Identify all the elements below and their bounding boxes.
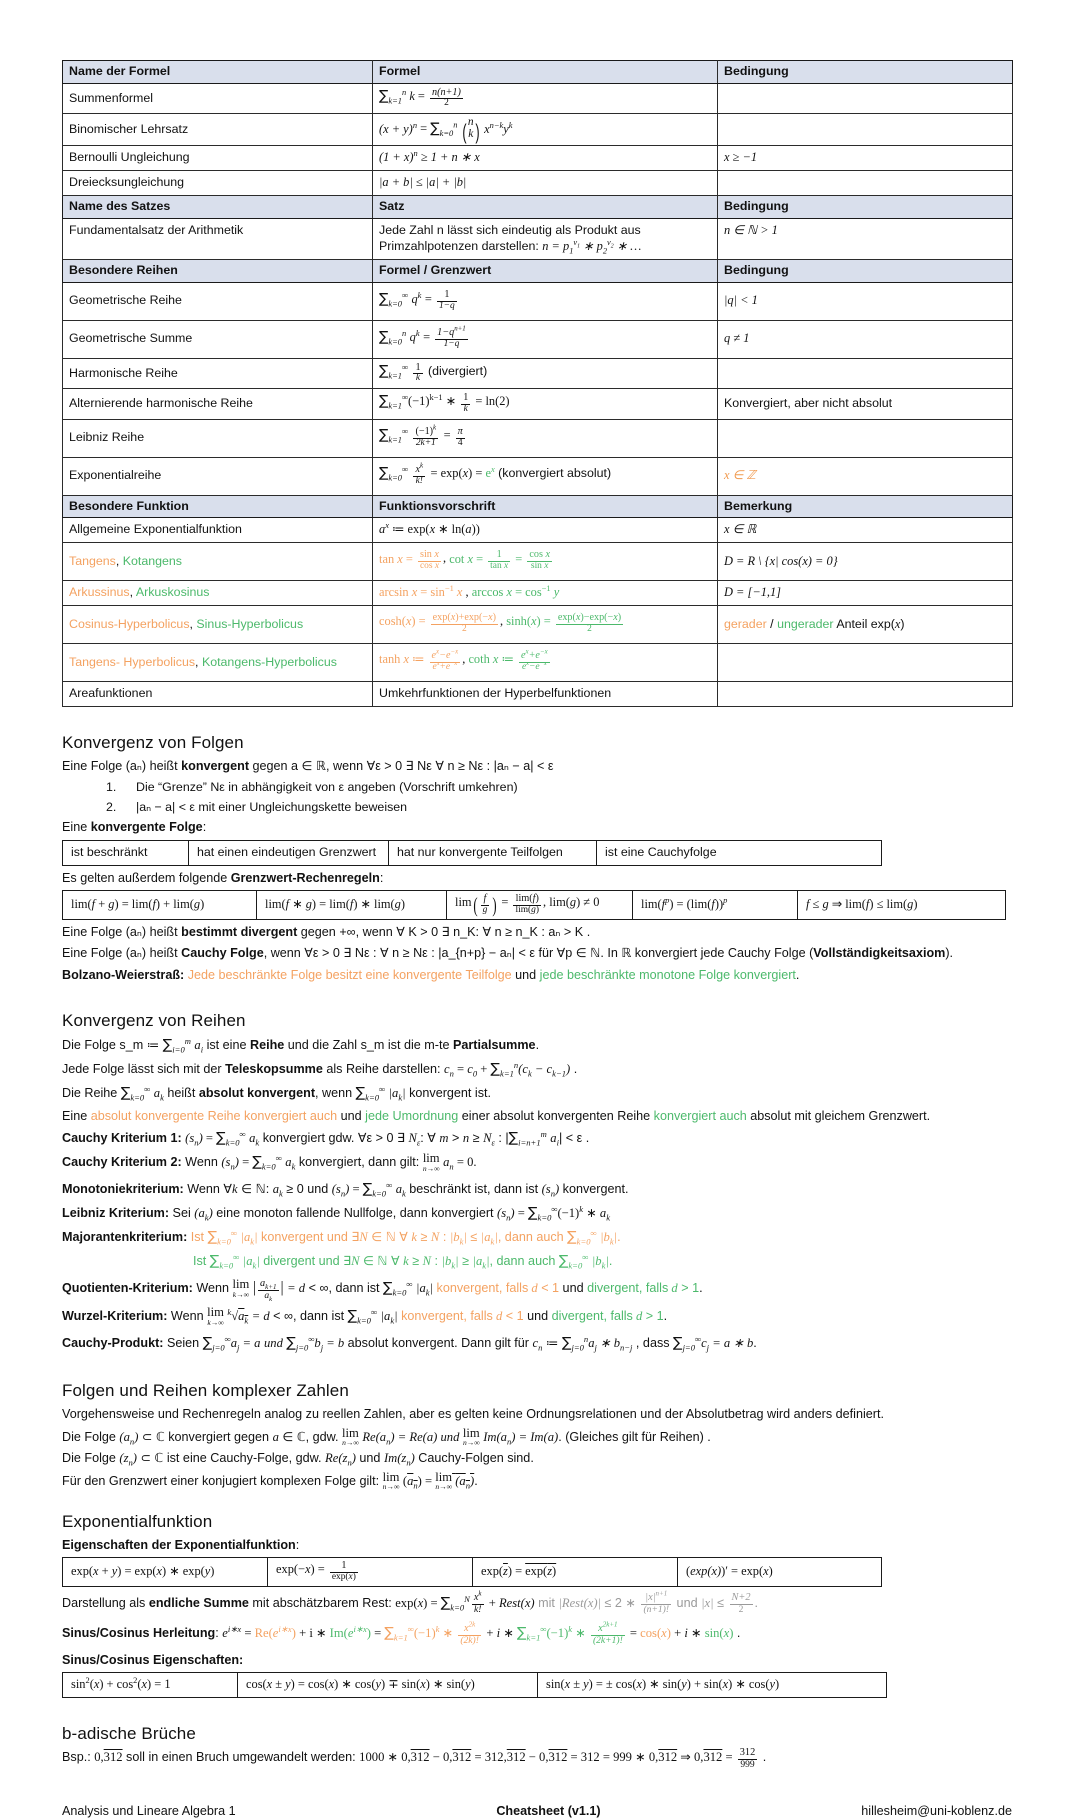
- konvergente-folge-properties-table: [62, 840, 882, 866]
- row-label-alternierende-harmonische: Alternierende harmonische Reihe: [63, 389, 373, 419]
- row-label-arkussinus-arkuskosinus: Arkussinus, Arkuskosinus: [63, 581, 373, 606]
- table-row: [63, 518, 1013, 543]
- label-sinus-hyperbolicus: Sinus-Hyperbolicus: [196, 616, 304, 631]
- folgen-steps: [62, 778, 1012, 816]
- row-condition: [718, 643, 1013, 681]
- row-condition: |q| < 1: [718, 282, 1013, 320]
- komplexe-line-2: Die Folge $(a_n)$ ⊂ ℂ konvergiert gegen a ∈ ℂ, gdw. lim n→∞ $Re(a_n) = Re(a)$ und lim n→∞ $Im(a_n) = Im(a)$. (Gleiches gilt für Reihen) .: [62, 1425, 711, 1448]
- row-condition: gerader / ungerader Anteil exp(x): [718, 605, 1013, 643]
- grenzwert-rechenregeln-table: [62, 890, 1006, 919]
- label-tangens-hyperbolicus: Tangens- Hyperbolicus: [69, 654, 196, 669]
- table-header-row: [63, 260, 1013, 283]
- exp-regel-summe: exp(x + y) = exp(x) ∗ exp(y): [63, 1558, 268, 1586]
- umordnung-line: Eine absolut konvergente Reihe konvergiert auch und jede Umordnung einer absolut konvergenten Reihe konvergiert auch absolut mit gleichem Grenzwert.: [62, 1108, 931, 1123]
- header-besondere-reihen: Besondere Reihen: [63, 260, 373, 283]
- monotoniekriterium: Monotoniekriterium: Wenn ∀k ∈ ℕ: $a_k \ge 0$ und $(s_n) = \sum_{k=0}^\infty$ $a_k$ beschränkt ist, dann ist $(s_n)$ konvergent.: [62, 1179, 629, 1199]
- row-condition: x ∈ ℝ: [718, 518, 1013, 543]
- row-condition: [718, 83, 1013, 113]
- exp-eigenschaften-table: [62, 1557, 882, 1586]
- regel-potenz: $\lim(f^p) = (\lim(f))^p$: [633, 891, 798, 919]
- table-row: [63, 643, 1013, 681]
- header-besondere-funktion: Besondere Funktion: [63, 495, 373, 518]
- majorantenkriterium-2: Ist $\sum_{k=0}^\infty$ $|a_k|$ divergent und ∃N ∈ ℕ ∀ k ≥ N : $|b_k| \ge |a_k|$, dann auch $\sum_{k=0}^\infty$ $|b_k|$.: [193, 1251, 613, 1271]
- header-funktionsvorschrift: Funktionsvorschrift: [373, 495, 718, 518]
- table-row: [63, 419, 1013, 457]
- row-label-cosh-sinh: Cosinus-Hyperbolicus, Sinus-Hyperbolicus: [63, 605, 373, 643]
- row-formula: $\sum_{k=0}^\infty$ $q^k$ = $\frac{1}{1-q}$: [373, 282, 718, 320]
- sinus-cosinus-herleitung: Sinus/Cosinus Herleitung: $e^{i∗x} = Re(e^{i∗x}) + i$ ∗ $Im(e^{i∗x}) = \sum_{k=1}^\infty(-1)^k$ ∗ $\frac{x^{2k}}{(2k)!}$ + i ∗ $\sum_{k=1}^\infty(-1)^k$ ∗ $\frac{x^{2k+1}}{(2k+1)!}$ = cos(x) + i ∗ sin(x) .: [62, 1620, 741, 1646]
- section-title-konvergenz-folgen: Konvergenz von Folgen: [62, 732, 244, 752]
- table-row: [63, 320, 1013, 358]
- table-header-row: [63, 61, 1013, 84]
- bemerkung-rest: Anteil exp(x): [836, 616, 905, 631]
- section-title-komplexe-zahlen: Folgen und Reihen komplexer Zahlen: [62, 1381, 349, 1401]
- row-condition: q ≠ 1: [718, 320, 1013, 358]
- page-footer: [62, 1804, 1012, 1818]
- table-row: [63, 681, 1013, 706]
- row-condition: Konvergiert, aber nicht absolut: [718, 389, 1013, 419]
- leibniz-kriterium: Leibniz Kriterium: Sei $(a_k)$ eine monoton fallende Nullfolge, dann konvergiert $(s_n) = \sum_{k=0}^\infty(-1)^k$ ∗ $a_k$: [62, 1203, 611, 1223]
- label-tangens: Tangens: [69, 553, 116, 568]
- row-label-geometrische-reihe: Geometrische Reihe: [63, 282, 373, 320]
- exp-regel-konjugiert: $\exp(\overline{z}) = \exp(z)$: [473, 1558, 678, 1586]
- section-title-konvergenz-reihen: Konvergenz von Reihen: [62, 1011, 246, 1031]
- row-label-summenformel: Summenformel: [63, 83, 373, 113]
- row-condition: D = [−1,1]: [718, 581, 1013, 606]
- header-name-des-satzes: Name des Satzes: [63, 195, 373, 218]
- table-row: [63, 282, 1013, 320]
- badisch-beispiel: Bsp.: 0,312 soll in einen Bruch umgewandelt werden: 1000 ∗ 0,312 − 0,312 = 312,312 − 0,312 = 312 = 999 ∗ 0,312 ⇒ 0,312 = $\frac{312}{999}$ .: [62, 1747, 767, 1770]
- prop-ist-beschraenkt: ist beschränkt: [63, 840, 189, 865]
- section-title-exponentialfunktion: Exponentialfunktion: [62, 1511, 213, 1531]
- row-formula: |a + b| ≤ |a| + |b|: [373, 171, 718, 196]
- table-row: [63, 218, 1013, 259]
- row-formula: $(1 + x)^n \ge 1 + n$ ∗ x: [373, 146, 718, 171]
- row-label-bernoulli: Bernoulli Ungleichung: [63, 146, 373, 171]
- header-bedingung: Bedingung: [718, 260, 1013, 283]
- formula-table: [62, 60, 1013, 707]
- header-satz: Satz: [373, 195, 718, 218]
- row-label-geometrische-summe: Geometrische Summe: [63, 320, 373, 358]
- exp-regel-inverse: exp(−x) = $\frac{1}{\exp(x)}$: [268, 1558, 473, 1586]
- row-label-dreiecksungleichung: Dreiecksungleichung: [63, 171, 373, 196]
- table-header-row: [63, 495, 1013, 518]
- eine-konvergente-folge-label: Eine konvergente Folge:: [62, 820, 207, 835]
- row-label-tanh-coth: Tangens- Hyperbolicus, Kotangens-Hyperbolicus: [63, 643, 373, 681]
- row-formula: $\sum_{k=1}^n$ k = $\frac{n(n+1)}{2}$: [373, 83, 718, 113]
- prop-cauchyfolge: ist eine Cauchyfolge: [597, 840, 882, 865]
- footer-right: hillesheim@uni-koblenz.de: [861, 1803, 1012, 1818]
- row-formula: tan x = $\frac{\text{sin x}}{\text{cos x}}$ , cot x = $\frac{1}{\text{tan x}}$ = $\frac{\text{cos x}}{\text{sin x}}$: [373, 543, 718, 581]
- row-label-areafunktionen: Areafunktionen: [63, 681, 373, 706]
- table-row: [63, 389, 1013, 419]
- list-item: Die “Grenze” Nε in abhängigkeit von ε angeben (Vorschrift umkehren): [136, 780, 518, 795]
- table-row: [63, 581, 1013, 606]
- row-formula: $\sum_{k=1}^\infty(-1)^{k-1}$ ∗ $\frac{1}{k}$ = ln(2): [373, 389, 718, 419]
- table-row: [63, 840, 882, 865]
- label-cosinus-hyperbolicus: Cosinus-Hyperbolicus: [69, 616, 190, 631]
- bestimmt-divergent-line: Eine Folge (aₙ) heißt bestimmt divergent gegen +∞, wenn ∀ K > 0 ∃ n_K: ∀ n ≥ n_K : aₙ > K .: [62, 924, 591, 939]
- reihe-definition: Die Folge s_m ≔ $\sum_{i=0}^m$ $a_i$ ist eine Reihe und die Zahl s_m ist die m-te Partialsumme.: [62, 1035, 540, 1055]
- cauchy-produkt: Cauchy-Produkt: Seien $\sum_{j=0}^\infty a_j = a$ und $\sum_{j=0}^\infty b_j = b$ absolut konvergent. Dann gilt für $c_n$ ≔ $\sum_{j=0}^na_j$ ∗ $b_{n-j}$ , dass $\sum_{j=0}^\infty c_j = a$ ∗ b.: [62, 1334, 757, 1353]
- komplexe-line-3: Die Folge $(z_n)$ ⊂ ℂ ist eine Cauchy-Folge, gdw. $Re(z_n)$ und $Im(z_n)$ Cauchy-Folgen sind.: [62, 1451, 534, 1468]
- sincos-eigenschaften-table: [62, 1672, 887, 1698]
- row-formula: $\sum_{k=1}^\infty$ $\frac{(-1)^k}{2k+1}$ = $\frac{\pi}{4}$: [373, 419, 718, 457]
- row-label-tangens-kotangens: Tangens, Kotangens: [63, 543, 373, 581]
- table-row: [63, 605, 1013, 643]
- header-bedingung: Bedingung: [718, 61, 1013, 84]
- cauchy-kriterium-1: Cauchy Kriterium 1: $(s_n) = \sum_{k=0}^\infty$ $a_k$ konvergiert gdw. ∀ε > 0 ∃ $N_\varepsilon$: ∀ $m > n \ge N_\varepsilon$ : $|\sum_{i=n+1}^m$ $a_i| < \varepsilon$ .: [62, 1128, 590, 1148]
- konvergiert-absolut-note: (konvergiert absolut): [498, 466, 612, 481]
- table-row: [63, 358, 1013, 388]
- row-condition: [718, 419, 1013, 457]
- fundamental-text-line2: Primzahlpotenzen darstellen:: [379, 239, 539, 254]
- header-formel: Formel: [373, 61, 718, 84]
- row-condition: x ∈ ℤ: [718, 457, 1013, 495]
- header-bedingung: Bedingung: [718, 195, 1013, 218]
- row-formula: $\sum_{k=0}^n$ $q^k$ = $\frac{1-q^{n+1}}{1-q}$: [373, 320, 718, 358]
- sinus-cosinus-eigenschaften-label: Sinus/Cosinus Eigenschaften:: [62, 1652, 244, 1667]
- sincos-additionstheorem-sin: sin(x ± y) = ± cos(x) ∗ sin(y) + sin(x) ∗ cos(y): [538, 1673, 887, 1698]
- footer-left: Analysis und Lineare Algebra 1: [62, 1803, 236, 1818]
- exp-regel-ableitung: (exp(x))′ = exp(x): [678, 1558, 882, 1586]
- table-row: [63, 146, 1013, 171]
- prop-eindeutiger-grenzwert: hat einen eindeutigen Grenzwert: [189, 840, 389, 865]
- regel-summe: lim(f + g) = lim(f) + lim(g): [63, 891, 257, 919]
- row-formula: $\arcsin x = \sin^{-1} x$ , $\arccos x = \cos^{-1} y$: [373, 581, 718, 606]
- cauchy-folge-line: Eine Folge (aₙ) heißt Cauchy Folge, wenn ∀ε > 0 ∃ Nε : ∀ n ≥ Nε : |a_{n+p} − aₙ| < ε für ∀p ∈ ℕ. In ℝ konvergiert jede Cauchy Folge (Vollständigkeitsaxiom).: [62, 946, 954, 961]
- row-label-fundamentalsatz: Fundamentalsatz der Arithmetik: [63, 218, 373, 259]
- row-formula: Umkehrfunktionen der Hyperbelfunktionen: [373, 681, 718, 706]
- label-arkussinus: Arkussinus: [69, 585, 130, 600]
- label-kotangens: Kotangens: [122, 553, 182, 568]
- row-label-exponentialreihe: Exponentialreihe: [63, 457, 373, 495]
- table-row: [63, 114, 1013, 146]
- divergiert-note: (divergiert): [428, 363, 488, 378]
- majorantenkriterium: Majorantenkriterium: Ist $\sum_{k=0}^\infty$ $|a_k|$ konvergent und ∃N ∈ ℕ ∀ k ≥ N : $|b_k| \le |a_k|$, dann auch $\sum_{k=0}^\infty$ $|b_k|$.: [62, 1227, 621, 1247]
- bolzano-weierstrass-line: Bolzano-Weierstraß: Jede beschränkte Folge besitzt eine konvergente Teilfolge und jede beschränkte monotone Folge konvergiert.: [62, 967, 800, 982]
- row-formula: cosh(x) = $\frac{\exp(x)+\exp(-x)}{2}$ , sinh(x) = $\frac{\exp(x)-\exp(-x)}{2}$: [373, 605, 718, 643]
- teleskopsumme-line: Jede Folge lässt sich mit der Teleskopsumme als Reihe darstellen: $c_n = c_0 + \sum_{k=1}^n(c_k - c_{k-1})$ .: [62, 1059, 578, 1079]
- cauchy-kriterium-2: Cauchy Kriterium 2: Wenn $(s_n) = \sum_{k=0}^\infty$ $a_k$ konvergiert, dann gilt: lim n→∞ $a_n = 0$.: [62, 1151, 477, 1173]
- bemerkung-gerader: gerader: [724, 616, 767, 631]
- grenzwert-rechenregeln-label: Es gelten außerdem folgende Grenzwert-Rechenregeln:: [62, 870, 384, 885]
- endliche-summe-line: Darstellung als endliche Summe mit abschätzbarem Rest: $\exp(x) = \sum_{k=0}^N$ $\frac{x^k}{k!}$ + Rest(x) mit |Rest(x)| ≤ 2 ∗ $\frac{|x|^{n+1}}{(n+1)!}$ und |x| ≤ $\frac{N+2}{2}$ .: [62, 1589, 759, 1616]
- header-bemerkung: Bemerkung: [718, 495, 1013, 518]
- table-row: [63, 1673, 887, 1698]
- row-condition: [718, 171, 1013, 196]
- table-row: [63, 83, 1013, 113]
- table-row: [63, 171, 1013, 196]
- table-row: [63, 457, 1013, 495]
- row-condition: [718, 358, 1013, 388]
- row-formula: $(x + y)^n = \sum_{k=0}^n$ ( n k ) $x^{n-k}y^k$: [373, 114, 718, 146]
- footer-middle: Cheatsheet (v1.1): [496, 1803, 601, 1818]
- row-label-harmonische-reihe: Harmonische Reihe: [63, 358, 373, 388]
- fundamental-text-line1: Jede Zahl n lässt sich eindeutig als Produkt aus: [379, 222, 641, 237]
- row-formula: $\sum_{k=0}^\infty$ $\frac{x^k}{k!}$ = $\exp(x) = e^x$ (konvergiert absolut): [373, 457, 718, 495]
- komplexe-line-1: Vorgehensweise und Rechenregeln analog zu reellen Zahlen, aber es gelten keine Ordnungsrelationen und der Absolutbetrag wird anders definiert.: [62, 1407, 884, 1422]
- header-name-der-formel: Name der Formel: [63, 61, 373, 84]
- komplexe-line-4: Für den Grenzwert einer konjugiert komplexen Folge gilt: lim n→∞ $(a_n) = \lim$ n→∞ $(a_n)$.: [62, 1469, 478, 1492]
- absolut-konvergent-line: Die Reihe $\sum_{k=0}^\infty$ $a_k$ heißt absolut konvergent, wenn $\sum_{k=0}^\infty$ $|a_k|$ konvergent ist.: [62, 1083, 492, 1103]
- row-formula: Jede Zahl n lässt sich eindeutig als Produkt aus Primzahlpotenzen darstellen: $n = p_1^{v_1}$ ∗ $p_2^{v_2}$ ∗ …: [373, 218, 718, 259]
- quotienten-kriterium: Quotienten-Kriterium: Wenn lim k→∞ | $\frac{a_{k+1}}{a_k}$ | = d < ∞, dann ist $\sum_{k=0}^\infty$ $|a_k|$ konvergent, falls d < 1 und divergent, falls d > 1.: [62, 1277, 703, 1304]
- wurzel-kriterium: Wurzel-Kriterium: Wenn lim k→∞ $^k√a_k = d$ < ∞, dann ist $\sum_{k=0}^\infty$ $|a_k|$ konvergent, falls d < 1 und divergent, falls d > 1.: [62, 1305, 668, 1327]
- list-item: |aₙ − a| < ε mit einer Ungleichungskette beweisen: [136, 799, 408, 814]
- bemerkung-ungerader: ungerader: [777, 616, 834, 631]
- row-formula: $\sum_{k=1}^\infty$ $\frac{1}{k}$ (divergiert): [373, 358, 718, 388]
- row-condition: n ∈ ℕ > 1: [718, 218, 1013, 259]
- table-row: [63, 543, 1013, 581]
- label-arkuskosinus: Arkuskosinus: [135, 585, 210, 600]
- row-condition: [718, 681, 1013, 706]
- row-condition: [718, 114, 1013, 146]
- row-label-allgemeine-exponentialfunktion: Allgemeine Exponentialfunktion: [63, 518, 373, 543]
- row-formula: tanh x ≔ $\frac{e^x-e^{-x}}{e^x+e^{-x}}$ , coth x ≔ $\frac{e^x+e^{-x}}{e^x-e^{-x}}$: [373, 643, 718, 681]
- prop-konvergente-teilfolgen: hat nur konvergente Teilfolgen: [389, 840, 597, 865]
- label-kotangens-hyperbolicus: Kotangens-Hyperbolicus: [201, 654, 337, 669]
- sincos-pythagoras: $\sin^2(x) + \cos^2(x) = 1$: [63, 1673, 238, 1698]
- regel-produkt: lim(f ∗ g) = lim(f) ∗ lim(g): [257, 891, 447, 919]
- row-label-binomischer-lehrsatz: Binomischer Lehrsatz: [63, 114, 373, 146]
- row-condition: x ≥ −1: [718, 146, 1013, 171]
- sincos-additionstheorem-cos: cos(x ± y) = cos(x) ∗ cos(y) ∓ sin(x) ∗ sin(y): [238, 1673, 538, 1698]
- regel-monotonie: f ≤ g ⇒ lim(f) ≤ lim(g): [798, 891, 1006, 919]
- table-row: [63, 1558, 882, 1586]
- regel-quotient: lim( $\frac{f}{g}$ ) = $\frac{\lim(f)}{\lim(g)}$ , lim(g) ≠ 0: [447, 891, 633, 919]
- eigenschaften-label: Eigenschaften der Exponentialfunktion:: [62, 1537, 300, 1552]
- table-header-row: [63, 195, 1013, 218]
- header-formel-grenzwert: Formel / Grenzwert: [373, 260, 718, 283]
- section-title-b-adische-brueche: b-adische Brüche: [62, 1724, 196, 1744]
- folgen-definition: Eine Folge (aₙ) heißt konvergent gegen a ∈ ℝ, wenn ∀ε > 0 ∃ Nε ∀ n ≥ Nε : |aₙ − a| < ε: [62, 758, 554, 773]
- row-label-leibniz-reihe: Leibniz Reihe: [63, 419, 373, 457]
- row-condition: D = R \ {x| cos(x) = 0}: [718, 543, 1013, 581]
- row-formula: $a^x$ ≔ exp(x ∗ ln(a)): [373, 518, 718, 543]
- table-row: [63, 891, 1006, 919]
